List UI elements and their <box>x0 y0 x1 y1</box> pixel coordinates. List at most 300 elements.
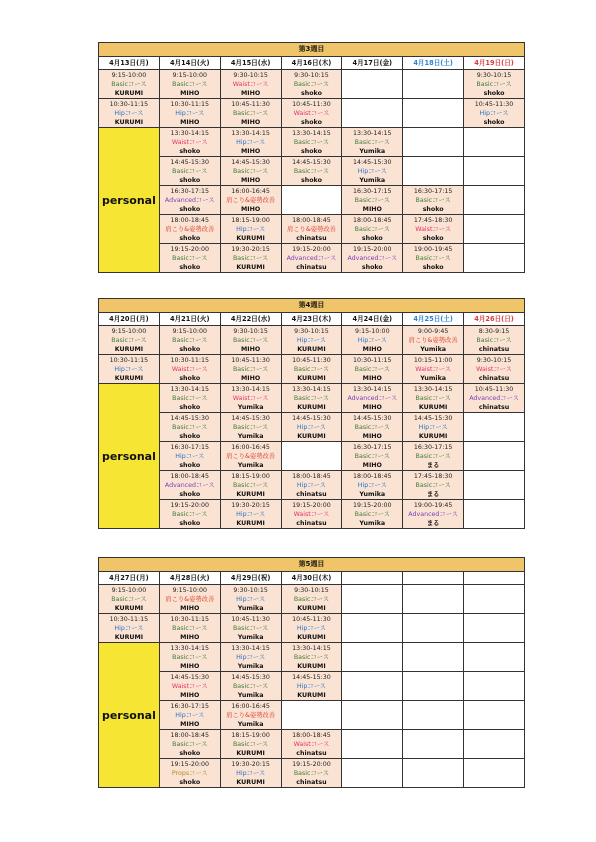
class-slot[interactable] <box>159 471 220 500</box>
slot-course: Basicコース <box>293 138 330 146</box>
slot-time: 13:30-14:15 <box>231 644 270 652</box>
slot-instructor: chinatsu <box>296 234 327 242</box>
class-slot[interactable] <box>220 759 281 788</box>
day-header: 4月20日(月) <box>99 313 160 326</box>
class-slot[interactable] <box>220 128 281 157</box>
class-slot[interactable] <box>220 384 281 413</box>
slot-time: 14:45-15:30 <box>292 414 331 422</box>
class-slot[interactable] <box>342 384 403 413</box>
slot-time: 19:15-20:00 <box>353 245 392 253</box>
slot-time: 10:15-11:00 <box>413 356 453 364</box>
day-header: 4月25日(土) <box>403 313 464 326</box>
class-slot[interactable] <box>342 128 403 157</box>
day-header <box>403 572 464 585</box>
slot-course: Basicコース <box>415 481 451 489</box>
slot-instructor: shoko <box>301 89 322 97</box>
slot-course: 肩こり&姿勢改善 <box>408 336 458 344</box>
slot-instructor: MIHO <box>240 118 261 126</box>
class-slot[interactable] <box>220 99 281 128</box>
slot-time: 14:45-15:30 <box>231 673 270 681</box>
class-slot[interactable] <box>159 614 220 643</box>
slot-time: 9:15-10:00 <box>172 71 208 79</box>
slot-instructor: KURUMI <box>236 490 265 498</box>
slot-course: Basicコース <box>172 254 208 262</box>
empty-slot <box>403 128 464 157</box>
slot-time: 16:30-17:15 <box>413 443 453 451</box>
class-slot[interactable] <box>159 326 220 355</box>
slot-time: 10:30-11:15 <box>109 356 149 364</box>
slot-course: Propsコース <box>171 769 208 777</box>
class-slot[interactable] <box>281 244 342 273</box>
slot-course: Basicコース <box>172 510 208 518</box>
class-slot[interactable] <box>99 614 160 643</box>
slot-course: Hipコース <box>236 769 266 777</box>
empty-slot <box>464 128 525 157</box>
slot-instructor: shoko <box>301 147 322 155</box>
class-slot[interactable] <box>342 326 403 355</box>
class-slot[interactable] <box>220 701 281 730</box>
class-slot[interactable] <box>220 70 281 99</box>
class-slot[interactable] <box>159 759 220 788</box>
slot-time: 18:00-18:45 <box>353 216 392 224</box>
class-slot[interactable] <box>220 672 281 701</box>
class-slot[interactable] <box>403 413 464 442</box>
slot-time: 14:45-15:30 <box>170 158 210 166</box>
class-slot[interactable] <box>220 500 281 529</box>
empty-slot <box>403 70 464 99</box>
slot-time: 13:30-14:15 <box>170 385 210 393</box>
class-slot[interactable] <box>281 384 342 413</box>
slot-instructor: KURUMI <box>297 345 326 353</box>
class-slot[interactable] <box>403 384 464 413</box>
slot-course: Advancedコース <box>408 510 458 518</box>
slot-time: 10:30-11:15 <box>170 356 210 364</box>
class-slot[interactable] <box>220 442 281 471</box>
slot-instructor: shoko <box>179 374 201 382</box>
empty-slot <box>464 413 525 442</box>
slot-course: 肩こり&姿勢改善 <box>226 196 276 204</box>
slot-course: Waistコース <box>171 682 208 690</box>
class-slot[interactable] <box>99 326 160 355</box>
slot-time: 17:45-18:30 <box>413 216 453 224</box>
slot-course: Waistコース <box>415 365 452 373</box>
class-slot[interactable] <box>403 355 464 384</box>
slot-time: 18:00-18:45 <box>292 216 331 224</box>
slot-course: Advancedコース <box>347 394 398 402</box>
class-slot[interactable] <box>159 70 220 99</box>
slot-instructor: shoko <box>422 263 444 271</box>
class-slot[interactable] <box>342 157 403 186</box>
class-slot[interactable] <box>99 70 160 99</box>
slot-instructor: MIHO <box>180 691 200 699</box>
week-4-table <box>98 298 525 529</box>
day-header: 4月30日(木) <box>281 572 342 585</box>
slot-instructor: まる <box>426 461 440 469</box>
slot-instructor: shoko <box>301 118 322 126</box>
class-slot[interactable] <box>220 614 281 643</box>
class-slot[interactable] <box>342 413 403 442</box>
slot-time: 10:45-11:30 <box>231 356 270 364</box>
slot-time: 18:15-19:00 <box>231 216 270 224</box>
class-slot[interactable] <box>159 244 220 273</box>
personal-label: personal <box>99 128 160 273</box>
slot-time: 18:00-18:45 <box>170 731 210 739</box>
slot-instructor: Yumika <box>359 519 386 527</box>
empty-slot <box>464 585 525 614</box>
class-slot[interactable] <box>281 215 342 244</box>
day-header: 4月17日(金) <box>342 57 403 70</box>
class-slot[interactable] <box>159 643 220 672</box>
slot-instructor: Yumika <box>237 461 264 469</box>
class-slot[interactable] <box>159 500 220 529</box>
slot-time: 18:00-18:45 <box>170 472 210 480</box>
day-header <box>464 572 525 585</box>
slot-course: 肩こり&姿勢改善 <box>226 452 276 460</box>
slot-time: 16:30-17:15 <box>353 443 392 451</box>
slot-time: 18:15-19:00 <box>231 472 270 480</box>
slot-time: 9:15-10:00 <box>172 586 208 594</box>
class-slot[interactable] <box>403 471 464 500</box>
class-slot[interactable] <box>159 186 220 215</box>
slot-course: Hipコース <box>296 624 326 632</box>
empty-slot <box>342 99 403 128</box>
slot-instructor: まる <box>426 490 440 498</box>
slot-course: Basicコース <box>415 394 451 402</box>
slot-instructor: MIHO <box>180 89 200 97</box>
class-slot[interactable] <box>159 585 220 614</box>
class-slot[interactable] <box>220 186 281 215</box>
slot-course: Advancedコース <box>164 196 215 204</box>
class-slot[interactable] <box>281 672 342 701</box>
empty-slot <box>342 701 403 730</box>
empty-slot <box>403 701 464 730</box>
slot-course: Basicコース <box>354 196 390 204</box>
class-slot[interactable] <box>464 384 525 413</box>
class-slot[interactable] <box>220 215 281 244</box>
class-slot[interactable] <box>403 215 464 244</box>
empty-slot <box>342 672 403 701</box>
slot-time: 18:00-18:45 <box>170 216 210 224</box>
slot-course: Basicコース <box>232 254 269 262</box>
class-slot[interactable] <box>220 413 281 442</box>
class-slot[interactable] <box>281 128 342 157</box>
slot-instructor: shoko <box>179 461 201 469</box>
slot-instructor: KURUMI <box>236 263 265 271</box>
slot-time: 13:30-14:15 <box>353 129 392 137</box>
class-slot[interactable] <box>342 500 403 529</box>
slot-instructor: MIHO <box>362 374 382 382</box>
slot-time: 16:30-17:15 <box>170 443 210 451</box>
slot-instructor: MIHO <box>180 118 200 126</box>
day-header: 4月21日(火) <box>159 313 220 326</box>
slot-course: Hipコース <box>357 167 387 175</box>
slot-instructor: MIHO <box>362 205 382 213</box>
day-header: 4月16日(木) <box>281 57 342 70</box>
class-slot[interactable] <box>281 99 342 128</box>
slot-course: Basicコース <box>476 80 512 88</box>
class-slot[interactable] <box>281 355 342 384</box>
slot-time: 13:30-14:15 <box>292 129 331 137</box>
slot-course: Advancedコース <box>164 481 215 489</box>
slot-instructor: MIHO <box>362 461 382 469</box>
slot-instructor: shoko <box>179 778 201 786</box>
slot-time: 13:30-14:15 <box>170 644 210 652</box>
class-slot[interactable] <box>281 759 342 788</box>
slot-instructor: shoko <box>179 749 201 757</box>
class-slot[interactable] <box>464 326 525 355</box>
class-slot[interactable] <box>99 585 160 614</box>
slot-time: 13:30-14:15 <box>231 129 270 137</box>
slot-time: 14:45-15:30 <box>292 673 331 681</box>
class-slot[interactable] <box>159 701 220 730</box>
slot-time: 19:30-20:15 <box>231 501 270 509</box>
class-slot[interactable] <box>281 471 342 500</box>
slot-instructor: Yumika <box>359 490 386 498</box>
personal-label: personal <box>99 384 160 529</box>
slot-time: 9:15-10:00 <box>172 327 208 335</box>
empty-slot <box>464 730 525 759</box>
slot-course: Basicコース <box>172 336 208 344</box>
slot-instructor: shoko <box>179 403 201 411</box>
slot-time: 9:30-10:15 <box>476 356 512 364</box>
slot-course: Advancedコース <box>347 254 398 262</box>
slot-course: Basicコース <box>232 365 269 373</box>
slot-time: 16:30-17:15 <box>170 187 210 195</box>
slot-instructor: MIHO <box>362 403 382 411</box>
class-slot[interactable] <box>403 244 464 273</box>
slot-time: 10:45-11:30 <box>474 385 514 393</box>
class-slot[interactable] <box>403 442 464 471</box>
slot-instructor: shoko <box>301 176 322 184</box>
slot-time: 19:15-20:00 <box>292 245 331 253</box>
class-slot[interactable] <box>342 186 403 215</box>
slot-course: Waistコース <box>415 225 452 233</box>
empty-slot <box>403 157 464 186</box>
slot-course: Hipコース <box>479 109 509 117</box>
class-slot[interactable] <box>403 186 464 215</box>
slot-course: Basicコース <box>293 394 330 402</box>
slot-course: 肩こり&姿勢改善 <box>226 711 276 719</box>
class-slot[interactable] <box>464 99 525 128</box>
slot-course: Hipコース <box>357 481 387 489</box>
slot-time: 9:15-10:00 <box>355 327 390 335</box>
slot-time: 9:15-10:00 <box>111 71 147 79</box>
class-slot[interactable] <box>281 70 342 99</box>
slot-instructor: shoko <box>179 147 201 155</box>
class-slot[interactable] <box>281 326 342 355</box>
slot-course: Waistコース <box>293 510 330 518</box>
slot-time: 9:30-10:15 <box>233 586 268 594</box>
class-slot[interactable] <box>159 730 220 759</box>
slot-time: 14:45-15:30 <box>170 673 210 681</box>
class-slot[interactable] <box>464 355 525 384</box>
class-slot[interactable] <box>159 128 220 157</box>
day-header: 4月14日(火) <box>159 57 220 70</box>
slot-time: 16:00-16:45 <box>231 702 270 710</box>
empty-slot <box>464 471 525 500</box>
week-title: 第5週目 <box>99 558 525 572</box>
empty-slot <box>464 215 525 244</box>
slot-course: Advancedコース <box>286 254 337 262</box>
day-header: 4月19日(日) <box>464 57 525 70</box>
slot-time: 19:30-20:15 <box>231 245 270 253</box>
empty-slot <box>403 643 464 672</box>
slot-course: Hipコース <box>175 711 205 719</box>
slot-time: 19:15-20:00 <box>170 245 210 253</box>
class-slot[interactable] <box>220 157 281 186</box>
class-slot[interactable] <box>342 355 403 384</box>
empty-slot <box>464 643 525 672</box>
class-slot[interactable] <box>220 585 281 614</box>
slot-time: 10:45-11:30 <box>231 615 270 623</box>
class-slot[interactable] <box>159 99 220 128</box>
slot-course: Basicコース <box>172 653 208 661</box>
slot-instructor: Yumika <box>237 403 264 411</box>
slot-instructor: KURUMI <box>114 633 144 641</box>
week-title: 第4週目 <box>99 299 525 313</box>
slot-instructor: Yumika <box>420 345 447 353</box>
class-slot[interactable] <box>403 326 464 355</box>
empty-slot <box>281 442 342 471</box>
slot-time: 13:30-14:15 <box>231 385 270 393</box>
class-slot[interactable] <box>159 442 220 471</box>
class-slot[interactable] <box>99 99 160 128</box>
class-slot[interactable] <box>220 471 281 500</box>
slot-instructor: KURUMI <box>236 234 265 242</box>
day-header: 4月26日(日) <box>464 313 525 326</box>
slot-time: 13:30-14:15 <box>413 385 453 393</box>
slot-course: Basicコース <box>232 481 269 489</box>
slot-instructor: KURUMI <box>236 749 265 757</box>
class-slot[interactable] <box>281 643 342 672</box>
slot-time: 16:30-17:15 <box>353 187 392 195</box>
empty-slot <box>403 672 464 701</box>
slot-time: 9:30-10:15 <box>476 71 512 79</box>
slot-course: 肩こり&姿勢改善 <box>286 225 336 233</box>
slot-instructor: MIHO <box>362 432 382 440</box>
class-slot[interactable] <box>159 672 220 701</box>
slot-time: 9:15-10:00 <box>111 327 147 335</box>
empty-slot <box>403 759 464 788</box>
slot-course: Hipコース <box>296 336 326 344</box>
slot-time: 9:30-10:15 <box>294 327 329 335</box>
empty-slot <box>403 614 464 643</box>
slot-instructor: KURUMI <box>114 374 144 382</box>
slot-course: Basicコース <box>293 653 330 661</box>
class-slot[interactable] <box>220 643 281 672</box>
class-slot[interactable] <box>342 442 403 471</box>
slot-course: Basicコース <box>232 682 269 690</box>
class-slot[interactable] <box>342 244 403 273</box>
slot-instructor: KURUMI <box>297 662 326 670</box>
slot-course: Basicコース <box>172 740 208 748</box>
slot-course: Basicコース <box>354 225 390 233</box>
slot-instructor: chinatsu <box>296 519 327 527</box>
class-slot[interactable] <box>220 355 281 384</box>
slot-time: 14:45-15:30 <box>170 414 210 422</box>
slot-instructor: shoko <box>179 205 201 213</box>
class-slot[interactable] <box>220 730 281 759</box>
empty-slot <box>403 585 464 614</box>
slot-course: Basicコース <box>172 80 208 88</box>
class-slot[interactable] <box>99 355 160 384</box>
slot-course: Basicコース <box>172 624 208 632</box>
class-slot[interactable] <box>220 326 281 355</box>
class-slot[interactable] <box>159 384 220 413</box>
slot-course: Hipコース <box>418 423 448 431</box>
slot-instructor: KURUMI <box>236 778 265 786</box>
slot-course: Basicコース <box>293 365 330 373</box>
slot-instructor: chinatsu <box>478 403 510 411</box>
slot-course: Hipコース <box>175 109 205 117</box>
slot-time: 9:00-9:45 <box>417 327 449 335</box>
class-slot[interactable] <box>281 614 342 643</box>
slot-instructor: まる <box>426 519 440 527</box>
class-slot[interactable] <box>403 500 464 529</box>
slot-course: 肩こり&姿勢改善 <box>165 595 215 603</box>
week-title: 第3週目 <box>99 43 525 57</box>
class-slot[interactable] <box>159 215 220 244</box>
day-header: 4月18日(土) <box>403 57 464 70</box>
slot-instructor: chinatsu <box>478 345 510 353</box>
slot-time: 10:30-11:15 <box>109 100 149 108</box>
class-slot[interactable] <box>342 215 403 244</box>
slot-instructor: Yumika <box>420 374 447 382</box>
empty-slot <box>342 70 403 99</box>
slot-instructor: shoko <box>422 205 444 213</box>
slot-course: Waistコース <box>171 138 208 146</box>
slot-time: 13:30-14:15 <box>292 644 331 652</box>
slot-time: 19:15-20:00 <box>353 501 392 509</box>
slot-instructor: KURUMI <box>114 89 144 97</box>
slot-time: 14:45-15:30 <box>231 158 270 166</box>
slot-course: Basicコース <box>415 254 451 262</box>
empty-slot <box>342 730 403 759</box>
class-slot[interactable] <box>159 355 220 384</box>
slot-instructor: chinatsu <box>296 749 327 757</box>
slot-time: 14:45-15:30 <box>413 414 453 422</box>
class-slot[interactable] <box>281 413 342 442</box>
slot-instructor: shoko <box>179 263 201 271</box>
slot-instructor: shoko <box>361 234 383 242</box>
slot-time: 10:30-11:15 <box>109 615 149 623</box>
class-slot[interactable] <box>281 500 342 529</box>
slot-course: Basicコース <box>232 624 269 632</box>
day-header: 4月29日(祝) <box>220 572 281 585</box>
class-slot[interactable] <box>281 585 342 614</box>
slot-course: Basicコース <box>172 423 208 431</box>
class-slot[interactable] <box>159 413 220 442</box>
empty-slot <box>403 99 464 128</box>
slot-time: 9:15-10:00 <box>111 586 147 594</box>
slot-instructor: KURUMI <box>297 691 326 699</box>
slot-time: 13:30-14:15 <box>292 385 331 393</box>
class-slot[interactable] <box>159 157 220 186</box>
class-slot[interactable] <box>342 471 403 500</box>
personal-label: personal <box>99 643 160 788</box>
empty-slot <box>464 157 525 186</box>
class-slot[interactable] <box>464 70 525 99</box>
slot-time: 17:45-18:30 <box>413 472 453 480</box>
slot-time: 16:30-17:15 <box>413 187 453 195</box>
slot-instructor: shoko <box>179 490 201 498</box>
class-slot[interactable] <box>281 157 342 186</box>
slot-instructor: shoko <box>483 118 505 126</box>
class-slot[interactable] <box>281 730 342 759</box>
slot-time: 16:00-16:45 <box>231 443 270 451</box>
empty-slot <box>464 442 525 471</box>
class-slot[interactable] <box>220 244 281 273</box>
